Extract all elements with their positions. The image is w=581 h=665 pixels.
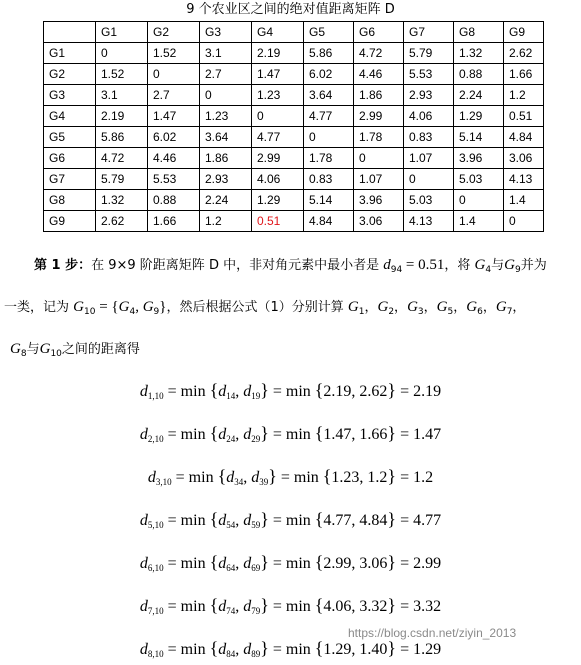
- eq-values: 2.99, 3.06: [323, 555, 388, 572]
- column-header: G8: [454, 22, 504, 43]
- column-header: G5: [304, 22, 354, 43]
- column-header: G6: [354, 22, 404, 43]
- eq-term-a: 54: [226, 520, 236, 530]
- table-cell: 0: [96, 43, 148, 64]
- table-cell: 0: [304, 127, 354, 148]
- table-row: [44, 127, 544, 148]
- step1-label: 第 1 步：: [34, 258, 92, 273]
- table-cell: 0: [354, 148, 404, 169]
- table-cell: 5.03: [404, 190, 454, 211]
- table-cell: 1.4: [504, 190, 544, 211]
- eq-term-b: 69: [251, 563, 261, 573]
- table-cell: 3.1: [200, 43, 252, 64]
- table-cell: 1.32: [96, 190, 148, 211]
- eq-term-a: 84: [226, 649, 236, 659]
- eq-result: 1.47: [413, 426, 442, 443]
- table-cell: 1.23: [200, 106, 252, 127]
- eq-result: 4.77: [413, 512, 442, 529]
- eq-result: 2.99: [413, 555, 442, 572]
- eq-subscript: 7,10: [147, 606, 164, 616]
- table-cell: 1.07: [404, 148, 454, 169]
- table-cell: 4.77: [252, 127, 304, 148]
- row-header: G7: [44, 169, 96, 190]
- table-cell: 5.53: [148, 169, 200, 190]
- eq-result: 2.19: [413, 383, 442, 400]
- table-cell: 4.77: [304, 106, 354, 127]
- distance-equation: $d_{8,10} = \min \{d_{84}$, $d_{89}\} = \min \{1.29$, 1.40} = 1.29: [139, 638, 442, 659]
- table-cell: 4.06: [252, 169, 304, 190]
- table-cell: 1.2: [504, 85, 544, 106]
- row-header: G6: [44, 148, 96, 169]
- table-cell: 4.72: [354, 43, 404, 64]
- table-cell: 3.06: [504, 148, 544, 169]
- step1-line2: 一类，记为 $G_{10} = \{G_4$, $G_9$}，然后根据公式（1）分别计算 $G_1$，$G_2$，$G_3$，$G_5$，$G_6$，$G_7$，: [4, 299, 526, 317]
- eq-term-b: 39: [259, 477, 269, 487]
- table-cell: 3.1: [96, 85, 148, 106]
- table-cell: 1.78: [354, 127, 404, 148]
- eq-term-a: 64: [226, 563, 236, 573]
- table-row: [44, 85, 544, 106]
- table-cell: 2.7: [200, 64, 252, 85]
- eq-result: 3.32: [413, 598, 442, 615]
- table-cell: 1.4: [454, 211, 504, 232]
- table-cell: 1.07: [354, 169, 404, 190]
- eq-subscript: 6,10: [147, 563, 164, 573]
- column-header: G3: [200, 22, 252, 43]
- table-cell: 0: [404, 169, 454, 190]
- row-header: G9: [44, 211, 96, 232]
- table-row: [44, 169, 544, 190]
- table-cell: 0.88: [454, 64, 504, 85]
- table-cell: 4.13: [404, 211, 454, 232]
- table-cell: 0.83: [404, 127, 454, 148]
- table-cell: 0.51: [504, 106, 544, 127]
- table-cell: 0: [504, 211, 544, 232]
- step1-text-g: 与: [26, 342, 40, 357]
- eq-subscript: 8,10: [147, 649, 164, 659]
- eq-result: 1.2: [413, 469, 434, 486]
- eq-term-b: 29: [251, 434, 261, 444]
- eq-term-a: 14: [226, 391, 236, 401]
- table-cell: 5.14: [454, 127, 504, 148]
- column-header: G4: [252, 22, 304, 43]
- table-cell: 5.79: [404, 43, 454, 64]
- table-cell: 4.84: [504, 127, 544, 148]
- table-cell: 0: [454, 190, 504, 211]
- table-cell: 2.19: [252, 43, 304, 64]
- eq-values: 1.29, 1.40: [323, 641, 388, 658]
- table-cell: 2.7: [148, 85, 200, 106]
- distance-equation: $d_{6,10} = \min \{d_{64}$, $d_{69}\} = \min \{2.99$, 3.06} = 2.99: [139, 552, 442, 573]
- table-cell: 1.29: [454, 106, 504, 127]
- table-cell: 0.88: [148, 190, 200, 211]
- table-row: [44, 211, 544, 232]
- table-cell: 1.86: [200, 148, 252, 169]
- eq-result: 1.29: [413, 641, 442, 658]
- table-cell: 3.06: [354, 211, 404, 232]
- distance-equation: $d_{7,10} = \min \{d_{74}$, $d_{79}\} = \min \{4.06$, 3.32} = 3.32: [139, 595, 442, 616]
- table-cell: 5.53: [404, 64, 454, 85]
- table-cell: 1.78: [304, 148, 354, 169]
- row-header: G5: [44, 127, 96, 148]
- table-cell: 3.96: [454, 148, 504, 169]
- table-row: [44, 106, 544, 127]
- table-cell: 2.93: [404, 85, 454, 106]
- table-cell: 6.02: [148, 127, 200, 148]
- distance-equation: $d_{1,10} = \min \{d_{14}$, $d_{19}\} = \min \{2.19$, 2.62} = 2.19: [139, 380, 442, 401]
- table-cell: 1.47: [148, 106, 200, 127]
- eq-term-a: 34: [234, 477, 244, 487]
- step1-text-h: 之间的距离得: [61, 342, 140, 357]
- eq-term-b: 19: [251, 391, 261, 401]
- eq-values: 1.23, 1.2: [331, 469, 388, 486]
- step1-text-c: 与: [491, 258, 505, 273]
- table-cell: 1.29: [252, 190, 304, 211]
- row-header: G3: [44, 85, 96, 106]
- column-header: G1: [96, 22, 148, 43]
- matrix-caption: 9 个农业区之间的绝对值距离矩阵 D: [186, 2, 395, 17]
- table-cell: 1.52: [148, 43, 200, 64]
- table-cell: 2.62: [96, 211, 148, 232]
- step1-line3: $G_8$与$G_{10}$之间的距离得: [10, 341, 140, 359]
- table-cell: 3.64: [200, 127, 252, 148]
- table-cell: 2.24: [200, 190, 252, 211]
- table-cell: 1.23: [252, 85, 304, 106]
- eq-term-b: 59: [251, 520, 261, 530]
- eq-values: 4.77, 4.84: [323, 512, 388, 529]
- eq-term-b: 79: [251, 606, 261, 616]
- step1-text-b: ，将: [444, 258, 475, 273]
- watermark: https://blog.csdn.net/ziyin_2013: [348, 626, 517, 640]
- row-header: G2: [44, 64, 96, 85]
- table-cell: 4.06: [404, 106, 454, 127]
- eq-values: 2.19, 2.62: [323, 383, 388, 400]
- table-cell: 4.46: [354, 64, 404, 85]
- eq-subscript: 3,10: [155, 477, 172, 487]
- eq-term-a: 24: [226, 434, 236, 444]
- table-cell: 2.93: [200, 169, 252, 190]
- column-header: G7: [404, 22, 454, 43]
- table-row: [44, 148, 544, 169]
- step1-text-a: 在 9×9 阶距离矩阵 D 中，非对角元素中最小者是: [91, 258, 384, 273]
- table-cell: 4.72: [96, 148, 148, 169]
- eq-subscript: 5,10: [147, 520, 164, 530]
- table-cell: 2.24: [454, 85, 504, 106]
- column-header: [44, 22, 96, 43]
- eq-values: 4.06, 3.32: [323, 598, 388, 615]
- table-row: [44, 64, 544, 85]
- distance-equation: $d_{2,10} = \min \{d_{24}$, $d_{29}\} = \min \{1.47$, 1.66} = 1.47: [139, 423, 442, 444]
- eq-subscript: 2,10: [147, 434, 164, 444]
- table-cell: 1.66: [504, 64, 544, 85]
- table-cell: 1.66: [148, 211, 200, 232]
- table-cell: 2.99: [252, 148, 304, 169]
- distance-equation: $d_{5,10} = \min \{d_{54}$, $d_{59}\} = \min \{4.77$, 4.84} = 4.77: [139, 509, 442, 530]
- table-cell: 5.14: [304, 190, 354, 211]
- table-cell: 4.46: [148, 148, 200, 169]
- distance-equation: $d_{3,10} = \min \{d_{34}$, $d_{39}\} = \min \{1.23$, 1.2} = 1.2: [147, 466, 434, 487]
- table-cell: 0: [200, 85, 252, 106]
- table-cell: 2.19: [96, 106, 148, 127]
- eq-term-b: 89: [251, 649, 261, 659]
- row-header: G1: [44, 43, 96, 64]
- eq-values: 1.47, 1.66: [323, 426, 388, 443]
- table-cell: 5.03: [454, 169, 504, 190]
- table-cell: 3.96: [354, 190, 404, 211]
- table-cell: 2.99: [354, 106, 404, 127]
- table-cell: 1.86: [354, 85, 404, 106]
- column-header: G2: [148, 22, 200, 43]
- table-cell: 1.47: [252, 64, 304, 85]
- row-header: G4: [44, 106, 96, 127]
- table-cell: 0: [252, 106, 304, 127]
- column-header: G9: [504, 22, 544, 43]
- row-header: G8: [44, 190, 96, 211]
- step1-min-value: 0.51: [418, 257, 445, 273]
- table-cell: 5.86: [304, 43, 354, 64]
- table-cell: 2.62: [504, 43, 544, 64]
- table-cell: 1.2: [200, 211, 252, 232]
- eq-subscript: 1,10: [147, 391, 164, 401]
- distance-matrix-table: [43, 21, 544, 232]
- table-cell: 3.64: [304, 85, 354, 106]
- table-cell: 4.84: [304, 211, 354, 232]
- table-cell: 6.02: [304, 64, 354, 85]
- table-cell: 5.86: [96, 127, 148, 148]
- step1-text-e: 一类，记为: [4, 300, 74, 315]
- eq-term-a: 74: [226, 606, 236, 616]
- table-row: [44, 43, 544, 64]
- table-cell: 0: [148, 64, 200, 85]
- step1-text-d: 并为: [520, 258, 547, 273]
- step1-text-f: ，然后根据公式（1）分别计算: [166, 300, 348, 315]
- step1-line1: 第 1 步：在 9×9 阶距离矩阵 D 中，非对角元素中最小者是 $d_{94} = 0.51$，将 $G_4$与$G_9$并为: [34, 257, 547, 275]
- table-cell: 1.32: [454, 43, 504, 64]
- table-cell: 5.79: [96, 169, 148, 190]
- table-row: [44, 190, 544, 211]
- table-cell: 0.51: [252, 211, 304, 232]
- table-cell: 0.83: [304, 169, 354, 190]
- table-header-row: [44, 22, 544, 43]
- table-cell: 1.52: [96, 64, 148, 85]
- table-cell: 4.13: [504, 169, 544, 190]
